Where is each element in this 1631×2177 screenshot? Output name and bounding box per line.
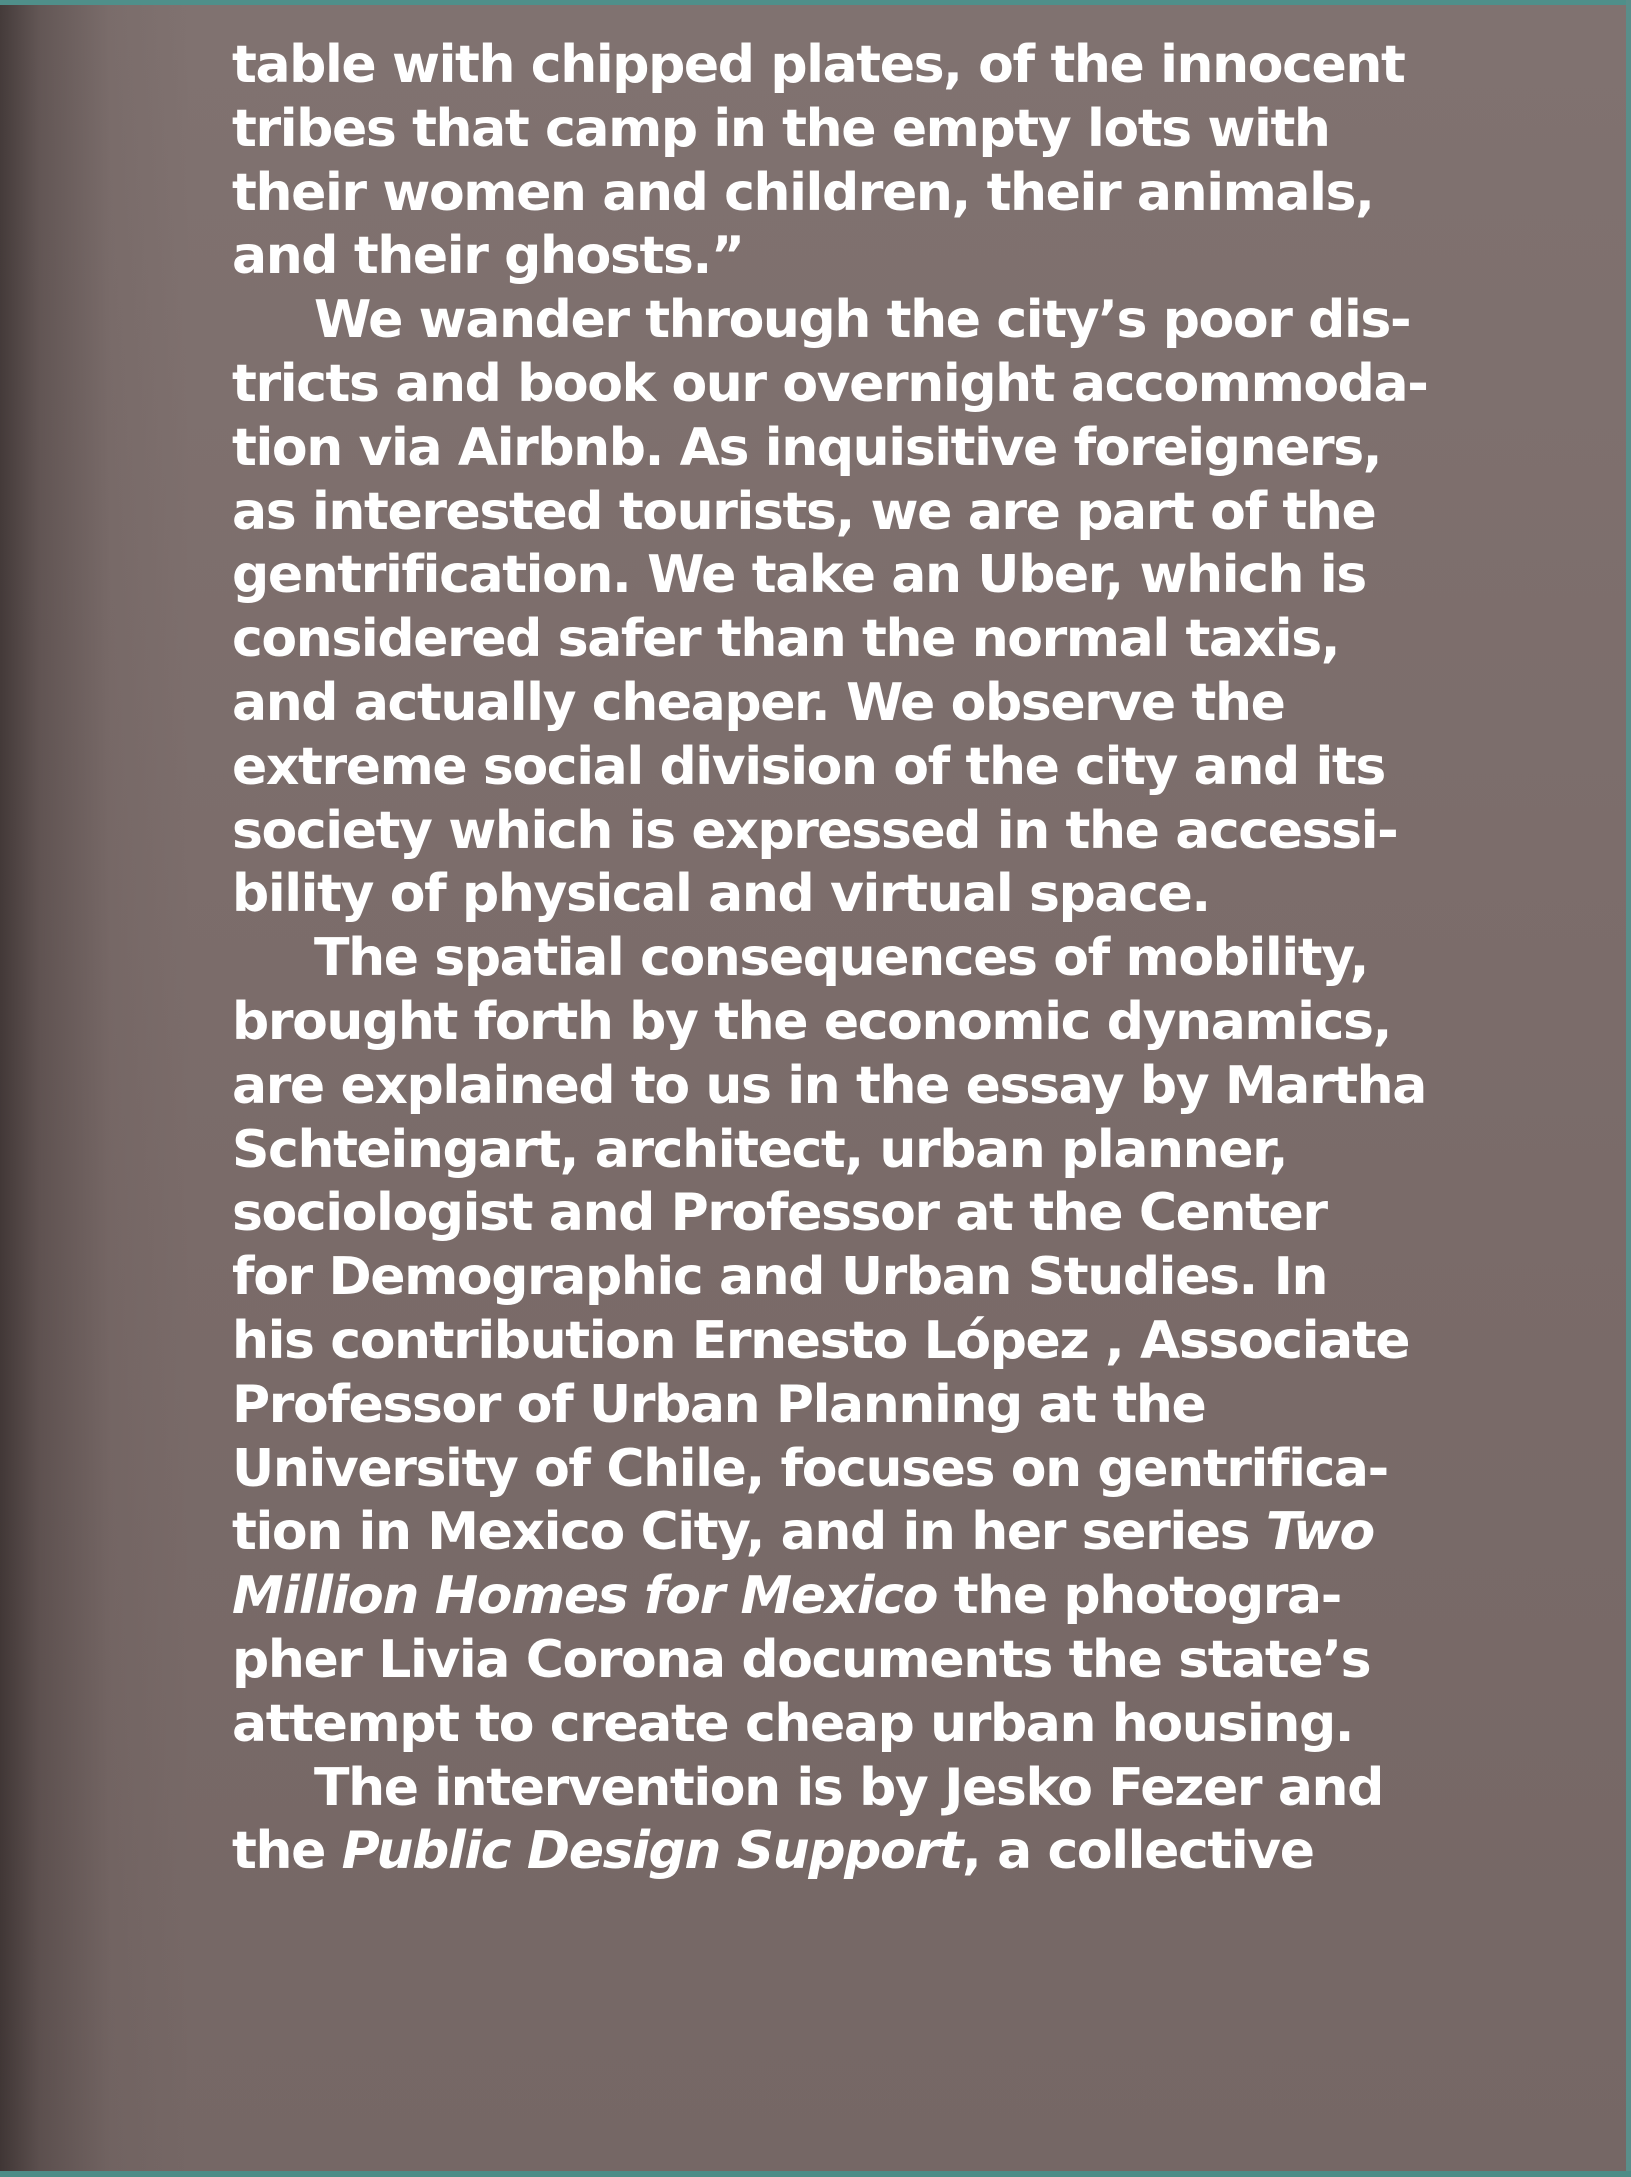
page-right-edge <box>1626 0 1631 2177</box>
text-line <box>232 1310 1612 1374</box>
text-run: and actually cheaper. We observe the <box>232 672 1285 733</box>
page-top-edge <box>0 0 1631 5</box>
text-line <box>232 1565 1612 1629</box>
text-line <box>232 1246 1612 1310</box>
body-text <box>232 34 1612 1884</box>
text-run: for Demographic and Urban Studies. In <box>232 1247 1328 1308</box>
text-run: The intervention is by Jesko Fezer and <box>314 1757 1383 1818</box>
text-run: tricts and book our overnight accommoda- <box>232 353 1428 414</box>
text-line <box>232 672 1612 736</box>
text-line <box>232 1055 1612 1119</box>
text-run: sociologist and Professor at the Center <box>232 1183 1327 1244</box>
text-line <box>232 1182 1612 1246</box>
text-line <box>232 1820 1612 1884</box>
paragraph-first-line <box>232 1757 1612 1821</box>
text-run: tion via Airbnb. As inquisitive foreigners, <box>232 417 1382 478</box>
text-run: Professor of Urban Planning at the <box>232 1374 1206 1435</box>
text-run: , a collective <box>962 1821 1314 1882</box>
text-run: tion in Mexico City, and in her series <box>232 1502 1266 1563</box>
text-line <box>232 1501 1612 1565</box>
text-line <box>232 544 1612 608</box>
text-run: tribes that camp in the empty lots with <box>232 98 1330 159</box>
text-line <box>232 34 1612 98</box>
text-line <box>232 800 1612 864</box>
text-line <box>232 353 1612 417</box>
italic-title: Public Design Support <box>341 1821 963 1882</box>
text-line <box>232 736 1612 800</box>
text-line <box>232 1438 1612 1502</box>
text-run: society which is expressed in the accessi- <box>232 800 1398 861</box>
text-line <box>232 1629 1612 1693</box>
text-run: considered safer than the normal taxis, <box>232 609 1340 670</box>
italic-title: Million Homes for Mexico <box>232 1566 938 1627</box>
text-run: the <box>232 1821 342 1882</box>
text-run: The spatial consequences of mobility, <box>314 928 1369 989</box>
text-run: the photogra- <box>937 1566 1341 1627</box>
text-line <box>232 1693 1612 1757</box>
text-run: University of Chile, focuses on gentrifica- <box>232 1438 1388 1499</box>
text-line <box>232 417 1612 481</box>
text-run: his contribution Ernesto López , Associate <box>232 1310 1410 1371</box>
text-line <box>232 863 1612 927</box>
text-run: are explained to us in the essay by Martha <box>232 1055 1426 1116</box>
page-bottom-edge <box>0 2171 1631 2177</box>
text-run: pher Livia Corona documents the state’s <box>232 1629 1371 1690</box>
text-line <box>232 1374 1612 1438</box>
paragraph-first-line <box>232 927 1612 991</box>
italic-title: Two <box>1265 1502 1374 1563</box>
text-run: extreme social division of the city and its <box>232 736 1385 797</box>
text-run: brought forth by the economic dynamics, <box>232 991 1391 1052</box>
text-line <box>232 481 1612 545</box>
text-line <box>232 608 1612 672</box>
text-run: attempt to create cheap urban housing. <box>232 1693 1354 1754</box>
text-run: Schteingart, architect, urban planner, <box>232 1119 1288 1180</box>
text-run: bility of physical and virtual space. <box>232 864 1210 925</box>
text-run: as interested tourists, we are part of the <box>232 481 1376 542</box>
text-line <box>232 225 1612 289</box>
text-line <box>232 98 1612 162</box>
text-run: their women and children, their animals, <box>232 162 1374 223</box>
text-line <box>232 162 1612 226</box>
text-run: gentrification. We take an Uber, which is <box>232 545 1366 606</box>
text-run: table with chipped plates, of the innocent <box>232 35 1405 95</box>
text-run: and their ghosts.” <box>232 226 744 287</box>
text-line <box>232 1119 1612 1183</box>
paragraph-first-line <box>232 289 1612 353</box>
text-line <box>232 991 1612 1055</box>
text-run: We wander through the city’s poor dis- <box>314 290 1411 351</box>
